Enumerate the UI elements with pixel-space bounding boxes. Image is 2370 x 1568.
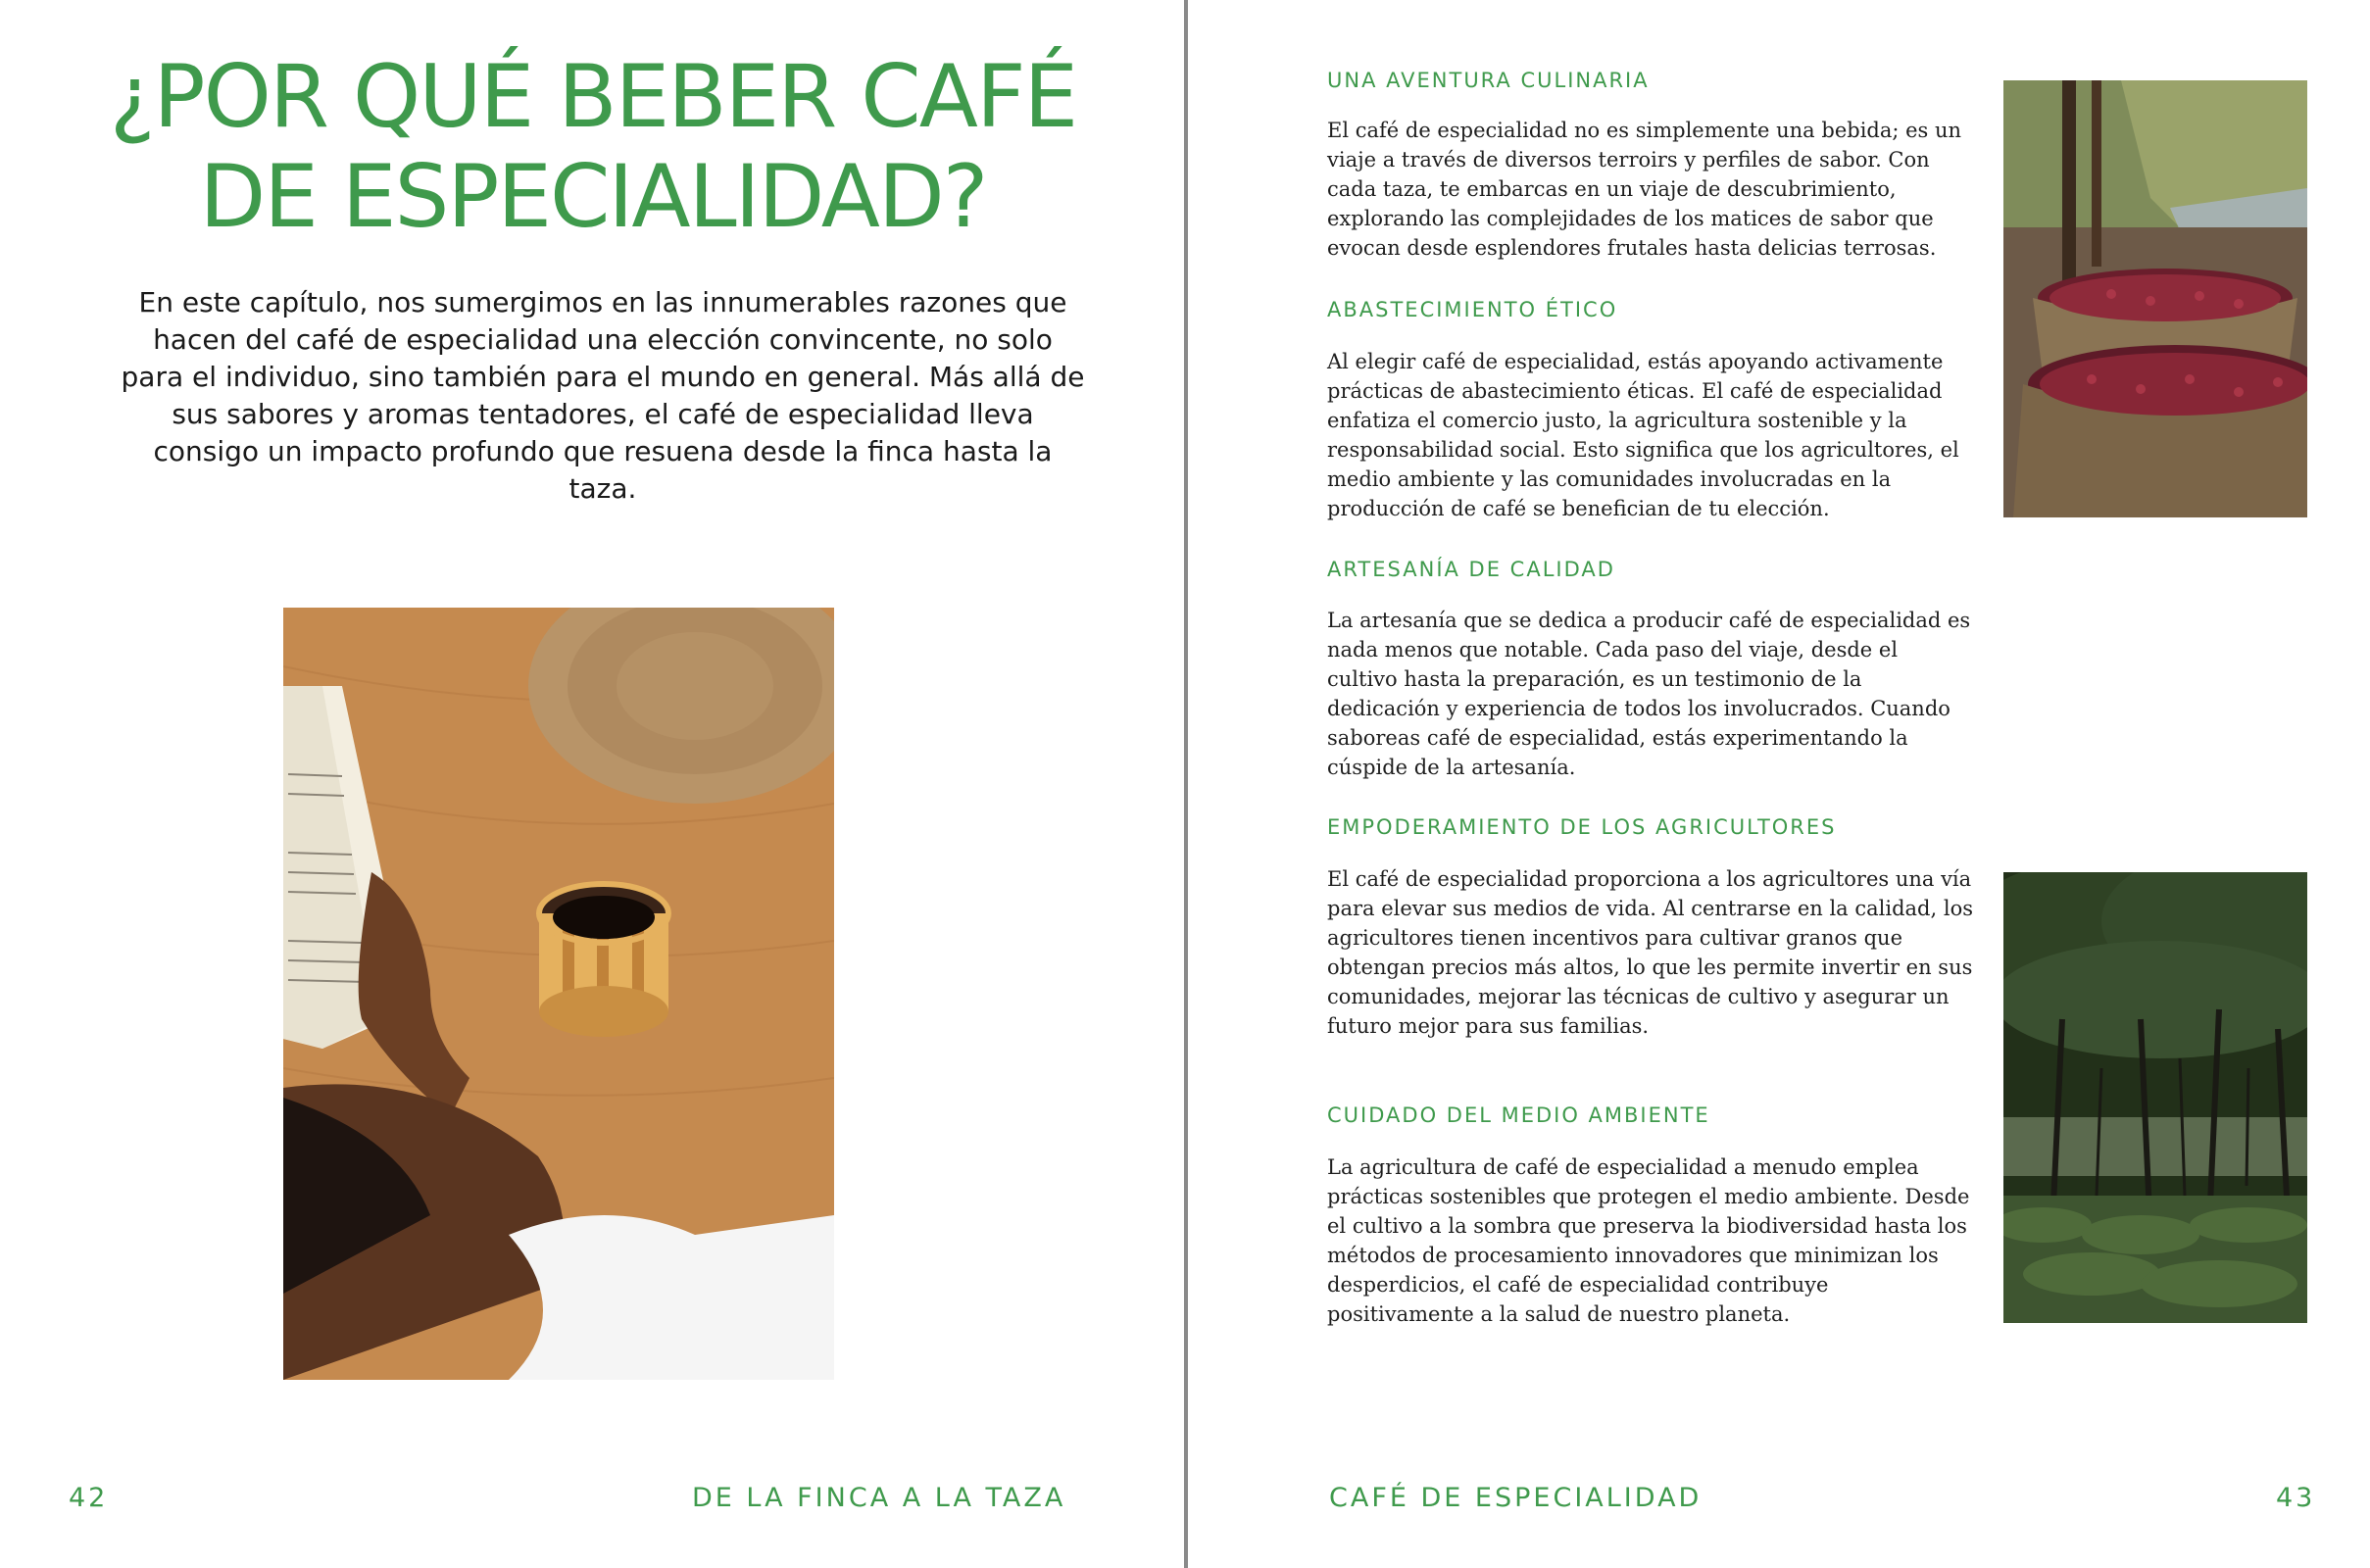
reading-coffee-photo — [283, 608, 834, 1380]
book-gutter — [1184, 0, 1188, 1568]
section-heading: CUIDADO DEL MEDIO AMBIENTE — [1327, 1103, 1710, 1127]
shade-trees-photo — [2003, 872, 2307, 1323]
section-body: El café de especialidad no es simplemente una bebida; es un viaje a través de diversos terroirs y perfiles de sabor. Con cada taza, te embarcas en un viaje de descubrimiento, explorando las complejidades de los matices de sabor que evocan desde esplendores frutales hasta delicias terrosas. — [1327, 119, 1962, 260]
section-body: Al elegir café de especialidad, estás apoyando activamente prácticas de abastecimiento éticas. El café de especialidad enfatiza el comercio justo, la agricultura sostenible y la responsabilidad social. Esto significa que los agricultores, el medio ambiente y las comunidades involucradas en la producción de café se benefician de tu elección. — [1327, 350, 1959, 520]
section-heading: UNA AVENTURA CULINARIA — [1327, 69, 1650, 92]
running-title-left: DE LA FINCA A LA TAZA — [692, 1483, 1066, 1513]
page-number-left: 42 — [69, 1483, 109, 1513]
chapter-intro: En este capítulo, nos sumergimos en las innumerables razones que hacen del café de especialidad una elección convincente, no solo para el individuo, sino también para el mundo en general. Más allá de sus sabores y aromas tentadores, el café de especialidad lleva consigo un impacto profundo que resuena desde la finca hasta la taza. — [121, 286, 1085, 505]
page-number-right: 43 — [2276, 1483, 2316, 1513]
section-heading: EMPODERAMIENTO DE LOS AGRICULTORES — [1327, 815, 1837, 839]
coffee-cherries-photo — [2003, 80, 2307, 517]
running-title-right: CAFÉ DE ESPECIALIDAD — [1329, 1483, 1703, 1513]
section-heading: ARTESANÍA DE CALIDAD — [1327, 558, 1615, 581]
section-body: El café de especialidad proporciona a los agricultores una vía para elevar sus medios de vida. Al centrarse en la calidad, los agricultores tienen incentivos para cultivar granos que obtengan precios más altos, lo que les permite invertir en sus comunidades, mejorar las técnicas de cultivo y asegurar un futuro mejor para sus familias. — [1327, 867, 1973, 1038]
section-body: La artesanía que se dedica a producir café de especialidad es nada menos que notable. Cada paso del viaje, desde el cultivo hasta la preparación, es un testimonio de la dedicación y experiencia de todos los involucrados. Cuando saboreas café de especialidad, estás experimentando la cúspide de la artesanía. — [1327, 609, 1971, 779]
section-body: La agricultura de café de especialidad a menudo emplea prácticas sostenibles que protegen el medio ambiente. Desde el cultivo a la sombra que preserva la biodiversidad hasta los métodos de procesamiento innovadores que minimizan los desperdicios, el café de especialidad contribuye positivamente a la salud de nuestro planeta. — [1327, 1155, 1970, 1326]
left-page — [0, 0, 1184, 1568]
section-heading: ABASTECIMIENTO ÉTICO — [1327, 298, 1618, 321]
chapter-title: ¿POR QUÉ BEBER CAFÉ DE ESPECIALIDAD? — [109, 46, 1077, 247]
